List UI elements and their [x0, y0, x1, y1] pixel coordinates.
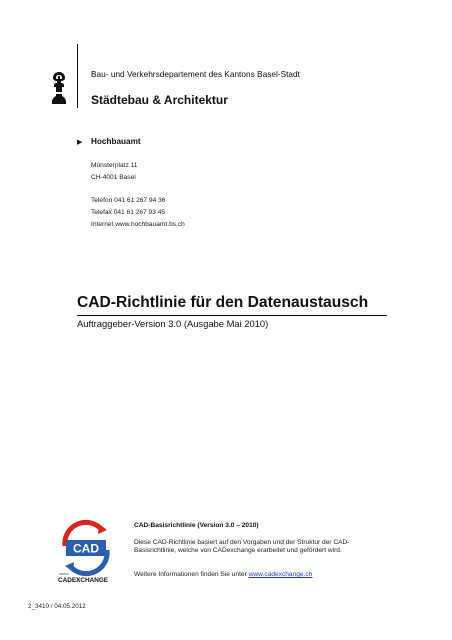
header-divider-line — [77, 44, 78, 108]
logo-cad-text: CAD — [73, 541, 99, 556]
cadexchange-link[interactable]: www.cadexchange.ch — [248, 571, 313, 578]
basis-heading: CAD-Basisrichtlinie (Version 3.0 – 2010) — [134, 522, 259, 529]
address-internet: Internet www.hochbauamt.bs.ch — [91, 221, 185, 228]
document-code: 2_3410 / 04.05.2012 — [28, 603, 86, 610]
department-name: Bau- und Verkehrsdepartement des Kantons Basel-Stadt — [91, 69, 300, 79]
address-street: Münsterplatz 11 — [91, 162, 138, 169]
logo-brand-text: CADEXCHANGE — [58, 577, 109, 584]
logo-swiss-text: SWISS — [59, 572, 69, 576]
basel-crest-icon — [50, 70, 68, 108]
cadexchange-logo — [55, 516, 117, 584]
address-city: CH-4001 Basel — [91, 174, 136, 181]
document-subtitle: Auftraggeber-Version 3.0 (Ausgabe Mai 2010) — [77, 318, 269, 329]
basis-description: Diese CAD-Richtlinie basiert auf den Vorgaben und der Struktur der CAD-Basisrichtlinie, welche von CADexchange erarbeitet und gefördert wird. — [134, 539, 350, 554]
more-info-line — [134, 571, 312, 578]
address-phone: Telefon 041 61 267 94 36 — [91, 197, 166, 204]
document-title: CAD-Richtlinie für den Datenaustausch — [77, 294, 369, 311]
office-name: Städtebau & Architektur — [91, 93, 228, 107]
title-underline — [77, 315, 387, 316]
more-info-prefix: Weitere Informationen finden Sie unter — [134, 571, 249, 578]
address-fax: Telefax 041 61 267 93 45 — [91, 209, 166, 216]
triangle-right-icon: ▶ — [77, 139, 83, 146]
unit-name: Hochbauamt — [91, 137, 141, 146]
